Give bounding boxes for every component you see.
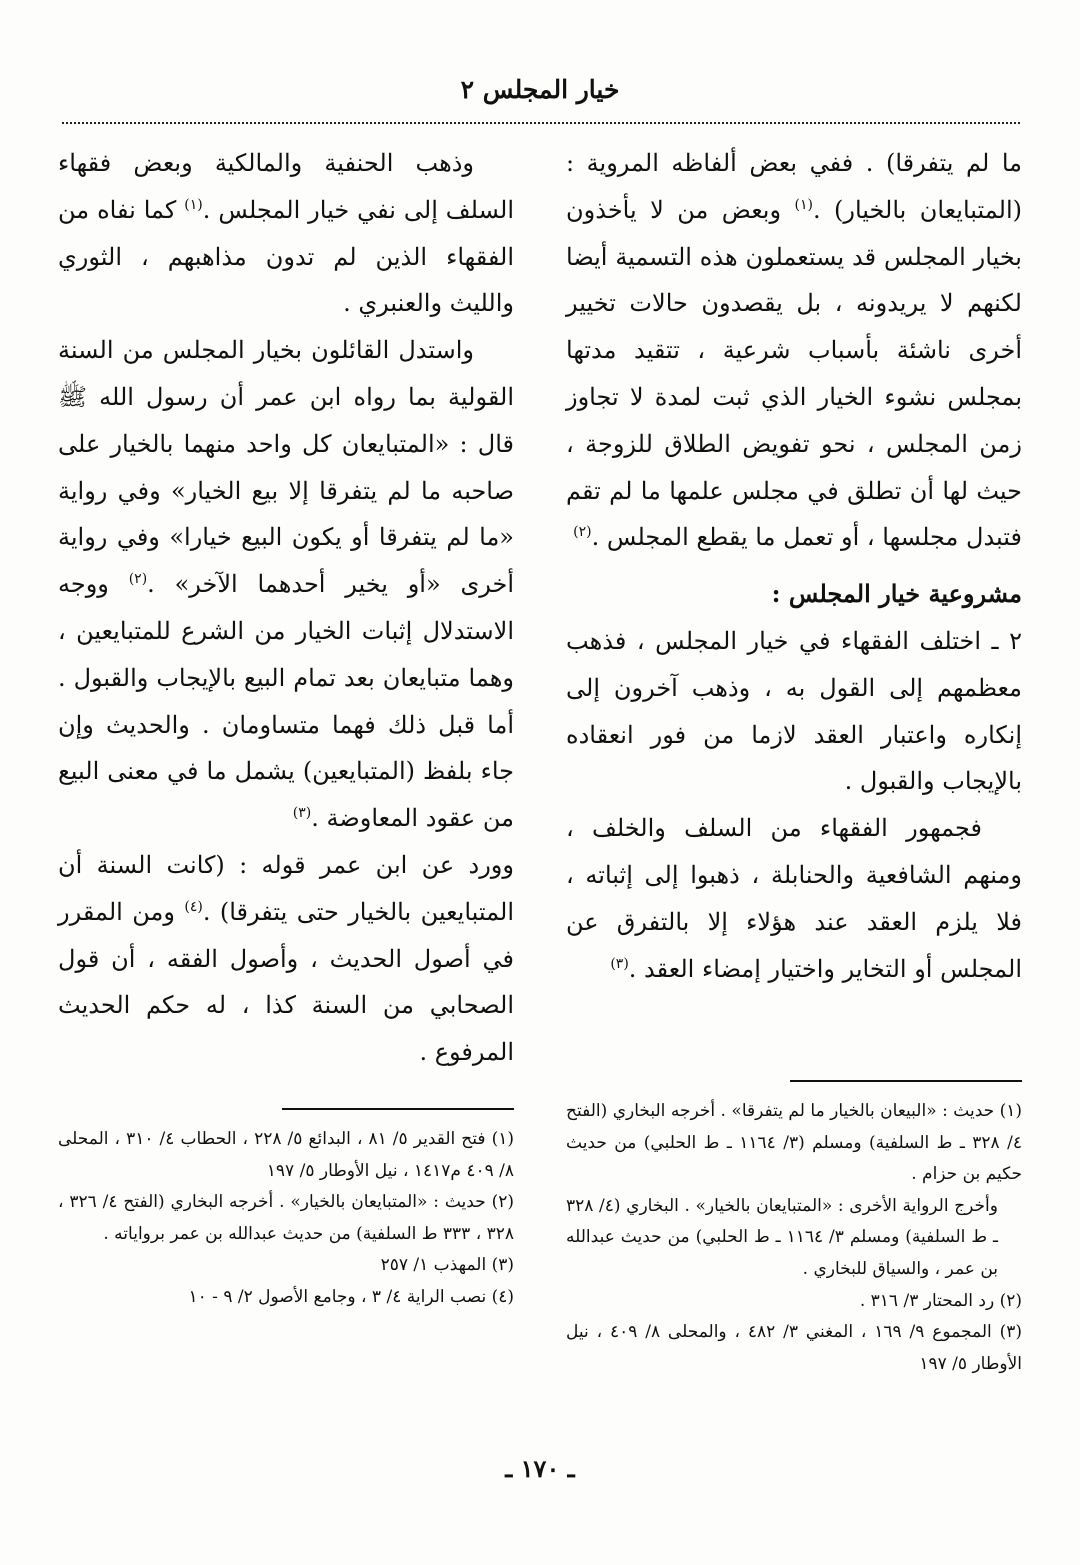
- left-p1-text: وذهب الحنفية والمالكية وبعض فقهاء السلف إلى نفي خيار المجلس .: [58, 149, 514, 224]
- left-p2b-text: ووجه الاستدلال إثبات الخيار من الشرع للمتبايعين ، وهما متبايعان بعد تمام البيع بالإيجاب والقبول . أما قبل ذلك فهما متساومان . والحديث وإن جاء بلفظ (المتبايعين) يشمل ما في معنى البيع من عقود المعاوضة .: [58, 570, 514, 833]
- footnotes-right: [566, 1096, 1022, 1380]
- footnote-ref: (١): [184, 196, 203, 213]
- footnote-divider-left: [282, 1108, 514, 1110]
- footnote-divider-right: [790, 1080, 1022, 1082]
- footnote: (١) فتح القدير ٥/ ٨١ ، البدائع ٥/ ٢٢٨ ، الحطاب ٤/ ٣١٠ ، المحلى ٨/ ٤٠٩ م١٤١٧ ، نيل الأوطار ٥/ ١٩٧: [58, 1129, 514, 1181]
- left-p2-text: واستدل القائلون بخيار المجلس من السنة القولية بما رواه ابن عمر أن رسول الله ﷺ قال : «المتبايعان كل واحد منهما بالخيار على صاحبه ما لم يتفرقا إلا بيع الخيار» وفي رواية «ما لم يتفرقا أو يكون البيع خيارا» وفي رواية أخرى «أو يخير أحدهما الآخر» .: [58, 336, 514, 599]
- left-p1b-text: كما نفاه من الفقهاء الذين لم تدون مذاهبهم ، الثوري والليث والعنبري .: [58, 195, 514, 318]
- footnote: (٣) المهذب ١/ ٢٥٧: [380, 1255, 514, 1276]
- footnote-ref: (٢): [573, 524, 592, 541]
- footnote-ref: (٣): [292, 805, 312, 822]
- page-header-title: خيار المجلس ٢: [460, 75, 620, 104]
- footnote-ref: (٤): [184, 898, 203, 915]
- page-number: ـ ١٧٠ ـ: [505, 1454, 575, 1483]
- right-column: [566, 140, 1022, 992]
- footnote: وأخرج الرواية الأخرى : «المتبايعان بالخيار» . البخاري (٤/ ٣٢٨ ـ ط السلفية) ومسلم ٣/ ١١٦٤ ـ ط الحلبي) من حديث عبدالله بن عمر ، والسياق للبخاري .: [566, 1195, 998, 1279]
- header-dotted-rule: [62, 122, 1020, 124]
- footnote: (٣) المجموع ٩/ ١٦٩ ، المغني ٣/ ٤٨٢ ، والمحلى ٨/ ٤٠٩ ، نيل الأوطار ٥/ ١٩٧: [566, 1322, 1023, 1374]
- left-paragraph-2: [58, 327, 514, 842]
- footnote-ref: (١): [794, 196, 813, 213]
- footnote-ref: (٢): [128, 571, 148, 588]
- footnotes-left: [58, 1124, 514, 1314]
- footnote: (٢) رد المحتار ٣/ ٣١٦ .: [859, 1290, 1022, 1311]
- right-p3-text: فجمهور الفقهاء من السلف والخلف ، ومنهم الشافعية والحنابلة ، ذهبوا إلى إثباته ، فلا يلزم العقد عند هؤلاء إلا بالتفرق عن المجلس أو التخاير واختيار إمضاء العقد .: [566, 814, 1022, 983]
- left-paragraph-1: [58, 140, 514, 327]
- footnote: (٤) نصب الراية ٤/ ٣ ، وجامع الأصول ٢/ ٩ - ١٠: [188, 1286, 514, 1307]
- footnote: (١) حديث : «البيعان بالخيار ما لم يتفرقا» . أخرجه البخاري (الفتح ٤/ ٣٢٨ ـ ط السلفية) ومسلم (٣/ ١١٦٤ ـ ط الحلبي) من حديث حكيم بن حزام .: [566, 1101, 1022, 1185]
- left-paragraph-3: [58, 842, 514, 1076]
- left-p3-text: وورد عن ابن عمر قوله : (كانت السنة أن المتبايعين بالخيار حتى يتفرقا) .: [58, 850, 514, 926]
- footnote-ref: (٣): [610, 955, 629, 972]
- right-paragraph-2: ٢ ـ اختلف الفقهاء في خيار المجلس ، فذهب معظمهم إلى القول به ، وذهب آخرون إلى إنكاره واعتبار العقد لازما من فور انعقاده بالإيجاب والقبول .: [566, 626, 1022, 796]
- section-heading: مشروعية خيار المجلس :: [771, 579, 1022, 609]
- footnote: (٢) حديث : «المتبايعان بالخيار» . أخرجه البخاري (الفتح ٤/ ٣٢٦ ، ٣٢٨ ، ٣٣٣ ط السلفية) من حديث عبدالله بن عمر برواياته .: [58, 1192, 514, 1244]
- right-p1b-text: وبعض من لا يأخذون بخيار المجلس قد يستعملون هذه التسمية أيضا لكنهم لا يريدونه ، بل يقصدون حالات تخيير أخرى ناشئة بأسباب شرعية ، تتقيد مدتها بمجلس نشوء الخيار الذي ثبت لمدة لا تجاوز زمن المجلس ، نحو تفويض الطلاق للزوجة ، حيث لها أن تطلق في مجلس علمها ما لم تقم فتبدل مجلسها ، أو تعمل ما يقطع المجلس .: [566, 195, 1022, 552]
- right-paragraph-1: [566, 140, 1022, 561]
- right-paragraph-3: [566, 805, 1022, 992]
- left-p3b-text: ومن المقرر في أصول الحديث ، وأصول الفقه ، أن قول الصحابي من السنة كذا ، له حكم الحديث المرفوع .: [58, 897, 514, 1067]
- right-p1-text: ما لم يتفرقا) . ففي بعض ألفاظه المروية : (المتبايعان بالخيار) .: [566, 149, 1023, 224]
- left-column: [58, 140, 514, 1076]
